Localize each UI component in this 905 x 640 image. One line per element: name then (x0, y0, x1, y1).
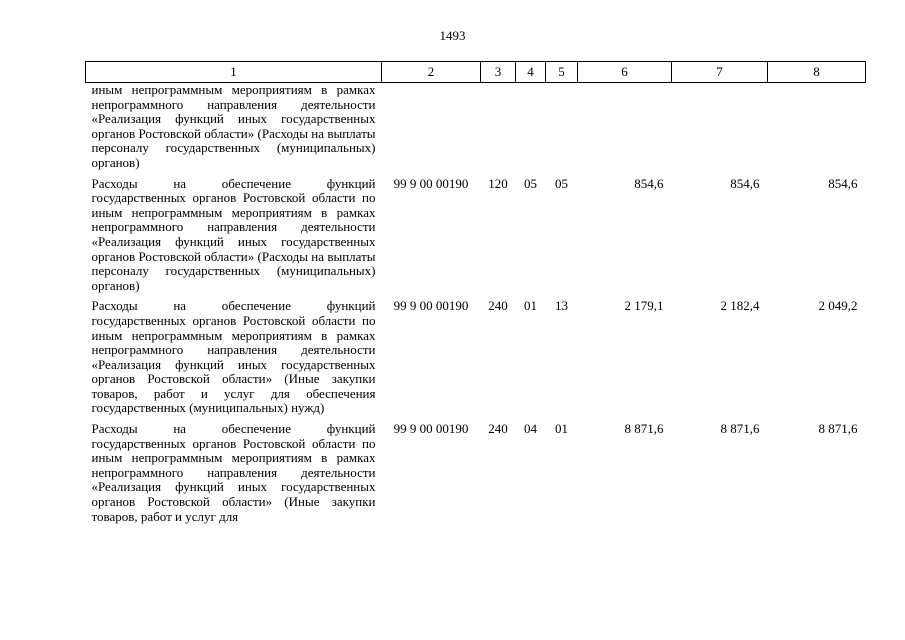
column-header-3: 3 (481, 62, 516, 83)
column-header-5: 5 (546, 62, 578, 83)
amount-year-3: 8 871,6 (818, 421, 858, 437)
column-header-1: 1 (86, 62, 382, 83)
row-description: Расходы на обеспечение функций государственных органов Ростовской области по иным непрограммным мероприятиям в рамках непрограммного направления деятельности «Реализация функций иных государственных органов Ростовской области» (Расходы на выплаты персоналу государственных (муниципальных) органов) (91, 175, 376, 293)
amount-year-2: 8 871,6 (720, 421, 760, 437)
row-description: Расходы на обеспечение функций государственных органов Ростовской области по иным непрограммным мероприятиям в рамках непрограммного направления деятельности «Реализация функций иных государственных органов Ростовской области» (Иные закупки товаров, работ и услуг для обеспечения государственных (муниципальных) нужд) (91, 298, 376, 416)
row-description: иным непрограммным мероприятиям в рамках непрограммного направления деятельности «Реализация функций иных государственных органов Ростовской области» (Расходы на выплаты персоналу государственных (муниципальных) органов) (91, 82, 376, 170)
expense-type-code: 120 (488, 175, 508, 191)
amount-year-1: 8 871,6 (624, 421, 664, 437)
target-article-code: 99 9 00 00190 (393, 175, 469, 191)
column-header-4: 4 (516, 62, 546, 83)
section-code: 01 (524, 298, 537, 314)
expense-type-code: 240 (488, 421, 508, 437)
target-article-code: 99 9 00 00190 (393, 421, 469, 437)
subsection-code: 01 (555, 421, 568, 437)
amount-year-2: 854,6 (730, 175, 760, 191)
table-row (86, 416, 866, 524)
table-header-row (86, 62, 866, 83)
table-row (86, 293, 866, 416)
target-article-code: 99 9 00 00190 (393, 298, 469, 314)
column-header-2: 2 (382, 62, 481, 83)
expense-type-code: 240 (488, 298, 508, 314)
row-description: Расходы на обеспечение функций государственных органов Ростовской области по иным непрограммным мероприятиям в рамках непрограммного направления деятельности «Реализация функций иных государственных органов Ростовской области» (Иные закупки товаров, работ и услуг для (91, 421, 376, 524)
section-code: 04 (524, 421, 537, 437)
subsection-code: 13 (555, 298, 568, 314)
budget-table (85, 61, 866, 524)
amount-year-3: 854,6 (828, 175, 858, 191)
table-row-continuation (86, 83, 866, 171)
amount-year-2: 2 182,4 (720, 298, 760, 314)
column-header-6: 6 (578, 62, 672, 83)
amount-year-1: 2 179,1 (624, 298, 664, 314)
amount-year-3: 2 049,2 (818, 298, 858, 314)
column-header-7: 7 (672, 62, 768, 83)
section-code: 05 (524, 175, 537, 191)
page-number: 1493 (439, 28, 466, 43)
amount-year-1: 854,6 (634, 175, 664, 191)
table-row (86, 171, 866, 294)
column-header-8: 8 (768, 62, 866, 83)
subsection-code: 05 (555, 175, 568, 191)
